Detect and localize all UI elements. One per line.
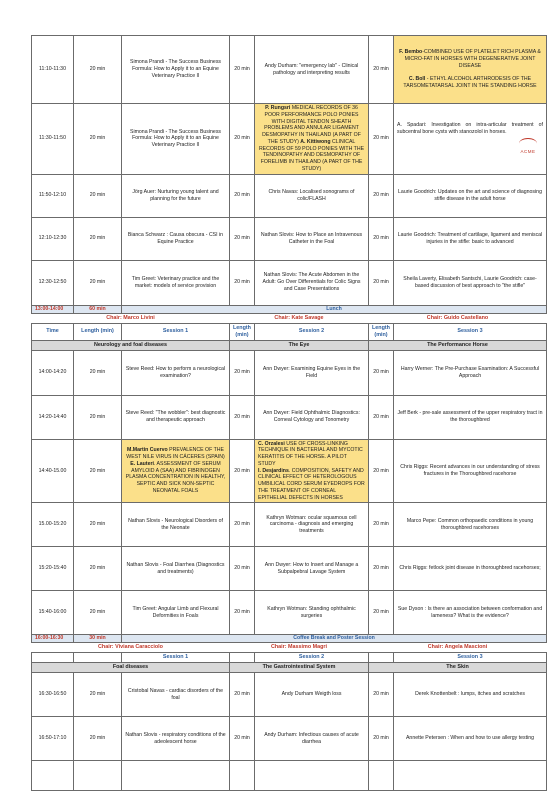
time-cell: 16:30-16:50 — [32, 673, 74, 717]
coffee-band — [32, 635, 547, 643]
length-cell: 20 min — [369, 673, 394, 717]
time-cell: 14:00-14:20 — [32, 350, 74, 395]
length-cell: 20 min — [74, 217, 122, 260]
time-cell: 16:50-17:10 — [32, 717, 74, 761]
table-row — [32, 260, 547, 305]
length-cell: 20 min — [74, 260, 122, 305]
session3-talk: Derek Knottenbelt : lumps, itches and scratches — [394, 673, 547, 717]
session1-talk: Nathan Slovis - Foal Diarrhea (Diagnostics and treatments) — [122, 547, 230, 591]
poster-author: E. Lauteri — [130, 460, 154, 467]
header-row — [32, 323, 547, 340]
length-cell: 20 min — [230, 591, 255, 635]
length-cell: 20 min — [74, 591, 122, 635]
table-row — [32, 673, 547, 717]
chair-session1: Chair: Marco Livini — [32, 313, 230, 323]
time-cell: 11:50-12:10 — [32, 174, 74, 217]
theme-row — [32, 663, 547, 673]
session3-talk — [394, 104, 547, 175]
poster-title: USE OF CROSS-LINKING TECHNIQUE IN BACTERIAL AND MYCOTIC KERATITIS OF THE HORSE. A PILOT STUDY — [258, 440, 363, 467]
theme-session2: The Gastrointestinal System — [230, 663, 369, 673]
lunch-band — [32, 305, 547, 313]
time-cell: 14:40-15.00 — [32, 439, 74, 503]
band-label: Lunch — [122, 305, 547, 313]
table-row — [32, 104, 547, 175]
acme-logo-text: ACME — [520, 148, 536, 154]
time-cell: 15.00-15:20 — [32, 503, 74, 547]
table-row — [32, 547, 547, 591]
poster-author: M.Martin Cuervo — [127, 447, 168, 454]
length-cell: 20 min — [369, 591, 394, 635]
length-cell: 20 min — [369, 36, 394, 104]
time-cell: 11:30-11:50 — [32, 104, 74, 175]
length-cell: 20 min — [369, 395, 394, 439]
header-length: Length (min) — [369, 323, 394, 340]
session2-talk: Ann Dwyer: Examining Equine Eyes in the Field — [255, 350, 369, 395]
length-cell — [369, 761, 394, 791]
schedule-table — [31, 35, 547, 791]
header-session3: Session 3 — [394, 323, 547, 340]
poster-title: ETHYL ALCOHOL ARTHRODESIS OF THE TARSOMETATARSAL JOINT IN THE STANDING HORSE — [403, 76, 537, 89]
length-cell: 20 min — [230, 260, 255, 305]
session3-talk: Chris Riggs: Recent advances in our understanding of stress fractures in the Thoroughbred racehorse — [394, 439, 547, 503]
length-cell — [74, 761, 122, 791]
band-time: 16:00-16:30 — [32, 635, 74, 643]
table-row — [32, 174, 547, 217]
session3-talk: Sue Dyson : Is there an association between conformation and lameness? What is the evidence? — [394, 591, 547, 635]
length-cell: 20 min — [369, 104, 394, 175]
table-row — [32, 761, 547, 791]
session3-talk — [394, 761, 547, 791]
header-length: Length (min) — [230, 323, 255, 340]
poster-author: C. Orzalesi — [258, 440, 285, 447]
table-row — [32, 439, 547, 503]
header-session1: Session 1 — [122, 323, 230, 340]
chair-session3: Chair: Angela Mascioni — [369, 643, 547, 653]
time-cell: 11:10-11:30 — [32, 36, 74, 104]
time-cell: 15:20-15:40 — [32, 547, 74, 591]
session1-talk: Simona Prandi - The Success Business Formula: How to Apply it to an Equine Veterinary Practice II — [122, 36, 230, 104]
length-cell: 20 min — [230, 217, 255, 260]
length-cell: 20 min — [230, 395, 255, 439]
header-session2: Session 2 — [255, 653, 369, 663]
session1-talk: Bianca Schwarz : Causa obscura - CSI in Equine Practice — [122, 217, 230, 260]
length-cell: 20 min — [369, 717, 394, 761]
poster-author: F. Bembo — [399, 49, 423, 56]
header-session3: Session 3 — [394, 653, 547, 663]
session1-talk: Simona Prandi - The Success Business Formula: How to Apply it to an Equine Veterinary Practice II — [122, 104, 230, 175]
length-cell: 20 min — [230, 104, 255, 175]
header-session1: Session 1 — [122, 653, 230, 663]
poster-cell: F. Bembo-COMBINED USE OF PLATELET RICH PLASMA & MICRO-FAT IN HORSES WITH DEGENERATIVE JOINT DISEASE C. Boll - ETHYL ALCOHOL ARTHRODESIS OF THE TARSOMETATARSAL JOINT IN THE STANDING HORSE — [394, 36, 547, 104]
session1-talk: Steve Reed: "The wobbler": best diagnostic and therapeutic approach — [122, 395, 230, 439]
session3-talk: Sheila Laverty, Elisabeth Santschi, Laurie Goodrich: case-based discussion of best approach to "the stifle" — [394, 260, 547, 305]
time-cell: 12:30-12:50 — [32, 260, 74, 305]
length-cell: 20 min — [74, 174, 122, 217]
length-cell: 20 min — [230, 547, 255, 591]
theme-row — [32, 340, 547, 350]
session2-talk — [255, 761, 369, 791]
length-cell: 20 min — [369, 217, 394, 260]
session2-talk: Nathan Slovis: How to Place an Intravenous Catheter in the Foal — [255, 217, 369, 260]
length-cell: 20 min — [74, 395, 122, 439]
length-cell: 20 min — [230, 174, 255, 217]
session1-talk: Nathan Slovis - Neurological Disorders of the Neonate — [122, 503, 230, 547]
poster-title: ASSESSMENT OF SERUM AMYLOID A (SAA) AND FIBRINOGEN PLASMA CONCENTRATION IN HEALTHY, SEPTIC AND SICK NON-SEPTIC NEONATAL FOALS — [125, 460, 226, 494]
session2-talk: Chris Navas: Localised sonograms of colic/FLASH — [255, 174, 369, 217]
length-cell: 20 min — [369, 503, 394, 547]
chair-session2: Chair: Kate Savage — [230, 313, 369, 323]
session3-talk: Harry Werner: The Pre-Purchase Examination: A Successful Approach — [394, 350, 547, 395]
time-cell: 15:40-16:00 — [32, 591, 74, 635]
length-cell: 20 min — [74, 547, 122, 591]
poster-cell — [255, 104, 369, 175]
session2-talk: Andy Durham: "emergency lab" - Clinical pathology and interpreting results — [255, 36, 369, 104]
header-session2: Session 2 — [255, 323, 369, 340]
poster-title: COMBINED USE OF PLATELET RICH PLASMA & MICRO-FAT IN HORSES WITH DEGENERATIVE JOINT DISEASE — [404, 49, 541, 69]
theme-session3: The Skin — [369, 663, 547, 673]
poster-title: CLINICAL RECORDS OF 59 POLO PONIES WITH THE TENDINOPATHY AND DESMOPATHY OF FORELIMB IN THAILAND (A PART OF THE STUDY) — [258, 138, 365, 172]
session3-talk: Marco Pepe: Common orthopaedic conditions in young thoroughbred racehorses — [394, 503, 547, 547]
session2-talk: Kathryn Wotman: ocular squamous cell carcinoma - diagnosis and emerging treatments — [255, 503, 369, 547]
theme-session1: Foal diseases — [32, 663, 230, 673]
table-row — [32, 350, 547, 395]
length-cell: 20 min — [230, 439, 255, 503]
band-length: 60 min — [74, 305, 122, 313]
length-cell: 20 min — [230, 673, 255, 717]
length-cell: 20 min — [369, 260, 394, 305]
session1-talk: Jörg Auer: Nurturing young talent and planning for the future — [122, 174, 230, 217]
session1-talk: Nathan Slovis - respiratory conditions of the adeolescent horse — [122, 717, 230, 761]
theme-session3: The Performance Horse — [369, 340, 547, 350]
header-time: Time — [32, 323, 74, 340]
talk-text: A. Spadari: Investigation on intra-articular treatment of subcentral bone cysts with stanozolol in horses. — [397, 122, 543, 135]
time-cell — [32, 761, 74, 791]
table-row — [32, 36, 547, 104]
length-cell: 20 min — [74, 503, 122, 547]
length-cell: 20 min — [74, 673, 122, 717]
header-row — [32, 653, 547, 663]
poster-cell: M.Martin Cuervo PREVALENCE OF THE WEST NILE VIRUS IN CÁCERES (SPAIN) E. Lauteri. ASSESSMENT OF SERUM AMYLOID A (SAA) AND FIBRINOGEN PLASMA CONCENTRATION IN HEALTHY, SEPTIC AND SICK NON-SEPTIC NEONATAL FOALS — [122, 439, 230, 503]
session2-talk: Andy Durham Weigth loss — [255, 673, 369, 717]
time-cell: 14:20-14:40 — [32, 395, 74, 439]
table-row — [32, 591, 547, 635]
poster-author: P. Rungsri — [265, 105, 291, 111]
header-length — [230, 653, 255, 663]
poster-title: COMPOSITION, SAFETY AND CLINICAL EFFECT OF HETEROLOGOUS UMBILICAL CORD SERUM EYEDROPS FOR THE TREATMENT OF CORNEAL EPITHELIAL DEFECTS IN HORSES — [258, 467, 365, 501]
length-cell: 20 min — [74, 36, 122, 104]
length-cell: 20 min — [230, 717, 255, 761]
length-cell: 20 min — [74, 350, 122, 395]
poster-title: MEDICAL RECORDS OF 36 POOR PERFORMANCE POLO PONIES WITH DIGITAL TENDON SHEATH PROBLEMS AND ANNULAR LIGAMENT DESMOPATHY IN THAILAND (A PART OF THE STUDY) — [262, 105, 361, 145]
band-length: 30 min — [74, 635, 122, 643]
session2-talk: Ann Dwyer: How to Insert and Manage a Subpalpebral Lavage System — [255, 547, 369, 591]
length-cell: 20 min — [74, 717, 122, 761]
header-length — [369, 653, 394, 663]
poster-author: I. Desjardins — [258, 467, 289, 474]
session1-talk: Tim Greet: Angular Limb and Flexural Deformities in Foals — [122, 591, 230, 635]
session2-talk: Andy Durham: Infectious causes of acute diarrhea — [255, 717, 369, 761]
poster-title: PREVALENCE OF THE WEST NILE VIRUS IN CÁCERES (SPAIN) — [126, 447, 225, 461]
acme-logo-mark — [519, 138, 537, 149]
session3-talk: Jeff Berk - pre-sale assessment of the upper respiratory tract in the thoroughbred — [394, 395, 547, 439]
poster-author: A. Kittiwong — [300, 138, 331, 145]
length-cell: 20 min — [369, 439, 394, 503]
time-cell: 12:10-12:30 — [32, 217, 74, 260]
theme-session2: The Eye — [230, 340, 369, 350]
header-length — [74, 653, 122, 663]
session1-talk: Steve Reed: How to perform a neurological examination? — [122, 350, 230, 395]
session3-talk: Laurie Goodrich: Treatment of cartilage, ligament and meniscal injuries in the stifle: basic to advanced — [394, 217, 547, 260]
length-cell: 20 min — [74, 439, 122, 503]
chair-session1: Chair: Viviana Caracciolo — [32, 643, 230, 653]
session2-talk: Nathan Slovis: The Acute Abdomen in the Adult: Go Over Differentials for Colic Signs and Case Presentations — [255, 260, 369, 305]
length-cell: 20 min — [369, 547, 394, 591]
table-row — [32, 217, 547, 260]
chairs-row — [32, 313, 547, 323]
length-cell: 20 min — [369, 350, 394, 395]
session3-talk: Chris Riggs: fetlock joint disease in thoroughbred racehorses; — [394, 547, 547, 591]
length-cell — [230, 761, 255, 791]
header-time — [32, 653, 74, 663]
session1-talk: Tim Greet: Veterinary practice and the market: models of service provision — [122, 260, 230, 305]
session2-talk: Ann Dwyer: Field Ophthalmic Diagnostics: Corneal Cytology and Tonometry — [255, 395, 369, 439]
session3-talk: Laurie Goodrich: Updates on the art and science of diagnosing stifle disease in the adult horse — [394, 174, 547, 217]
chair-session3: Chair: Guido Castellano — [369, 313, 547, 323]
acme-logo — [513, 138, 543, 156]
chairs-row — [32, 643, 547, 653]
session1-talk: Cristobal Navas - cardiac disorders of the foal — [122, 673, 230, 717]
length-cell: 20 min — [230, 350, 255, 395]
poster-cell: C. Orzalesi USE OF CROSS-LINKING TECHNIQUE IN BACTERIAL AND MYCOTIC KERATITIS OF THE HORSE. A PILOT STUDY I. Desjardins. COMPOSITION, SAFETY AND CLINICAL EFFECT OF HETEROLOGOUS UMBILICAL CORD SERUM EYEDROPS FOR THE TREATMENT OF CORNEAL EPITHELIAL DEFECTS IN HORSES — [255, 439, 369, 503]
header-length: Length (min) — [74, 323, 122, 340]
length-cell: 20 min — [230, 36, 255, 104]
band-time: 13:00-14:00 — [32, 305, 74, 313]
table-row — [32, 503, 547, 547]
session1-talk — [122, 761, 230, 791]
theme-session1: Neurology and foal diseases — [32, 340, 230, 350]
length-cell: 20 min — [369, 174, 394, 217]
poster-author: C. Boll — [408, 76, 426, 83]
length-cell: 20 min — [74, 104, 122, 175]
session3-talk: Annette Petersen : When and how to use allergy testing — [394, 717, 547, 761]
length-cell: 20 min — [230, 503, 255, 547]
table-row — [32, 717, 547, 761]
chair-session2: Chair: Massimo Magri — [230, 643, 369, 653]
band-label: Coffee Break and Poster Session — [122, 635, 547, 643]
table-row — [32, 395, 547, 439]
session2-talk: Kathryn Wotman: Standing ophthalmic surgeries — [255, 591, 369, 635]
